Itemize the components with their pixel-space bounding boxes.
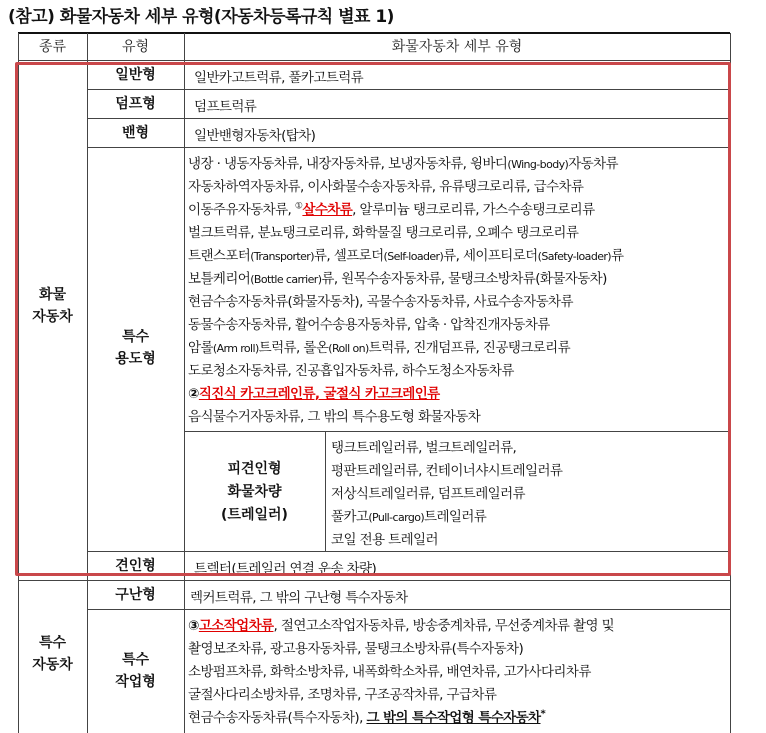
special-line-5: 트랜스포터(Transporter)류, 셀프로더(Self-loader)류, 세이프티로더(Safety-loader)류 (188, 248, 624, 264)
desc-dump: 덤프트럭류 (194, 99, 257, 115)
special-line-10: 도로청소자동차류, 진공흡입자동차류, 하수도청소자동차류 (188, 363, 514, 379)
special-line-4: 벌크트럭류, 분뇨탱크로리류, 화학물질 탱크로리류, 오폐수 탱크로리류 (188, 225, 579, 241)
type-tractor: 견인형 (115, 558, 156, 574)
desc-van: 일반밴형자동차(탑차) (194, 128, 316, 144)
special-line-11: ②직진식 카고크레인류, 굴절식 카고크레인류 (188, 386, 440, 402)
type-trailer: 피견인형 화물차량 (트레일러) (221, 461, 288, 523)
trailer-line-2: 평판트레일러류, 컨테이너샤시트레일러류 (331, 463, 563, 479)
page-title: (참고) 화물자동차 세부 유형(자동차등록규칙 별표 1) (8, 7, 394, 27)
special-line-6: 보틀케리어(Bottle carrier)류, 원목수송자동차류, 물탱크소방차류(화물자동차) (188, 271, 607, 287)
special-line-12: 음식물수거자동차류, 그 밖의 특수용도형 화물자동차 (188, 409, 481, 425)
work-line-4: 굴절사다리소방차류, 조명차류, 구조공작차류, 구급차류 (188, 687, 497, 703)
special-line-9: 암롤(Arm roll)트럭류, 롤온(Roll on)트럭류, 진개덤프류, 진공탱크로리류 (188, 340, 571, 356)
work-line-2: 촬영보조차류, 광고용자동차류, 물탱크소방차류(특수자동차) (188, 641, 524, 657)
type-general: 일반형 (115, 67, 156, 83)
desc-rescue: 렉커트럭류, 그 밖의 구난형 특수자동차 (190, 590, 408, 606)
category-divider (18, 580, 730, 581)
work-line-5: 현금수송자동차류(특수자동차), 그 밖의 특수작업형 특수자동차* (188, 708, 546, 726)
special-line-2: 자동차하역자동차류, 이사화물수송자동차류, 유류탱크로리류, 급수차류 (188, 179, 584, 195)
desc-tractor: 트렉터(트레일러 연결 운송 차량) (194, 561, 377, 577)
type-dump: 덤프형 (115, 96, 156, 112)
category-special-vehicle: 특수 자동차 (32, 635, 73, 673)
trailer-line-5: 코일 전용 트레일러 (331, 532, 438, 548)
header-detail: 화물자동차 세부 유형 (391, 39, 523, 55)
type-special-purpose: 특수 용도형 (115, 329, 156, 367)
row-divider (87, 609, 730, 610)
special-line-3: 이동주유자동차류, ①살수차류, 알루미늄 탱크로리류, 가스수송탱크로리류 (188, 201, 595, 218)
special-line-7: 현금수송자동차류(화물자동차), 곡물수송자동차류, 사료수송자동차류 (188, 294, 573, 310)
trailer-line-1: 탱크트레일러류, 벌크트레일러류, (331, 440, 517, 456)
header-category: 종류 (38, 39, 67, 55)
category-cargo: 화물 자동차 (32, 287, 73, 325)
header-type: 유형 (121, 39, 150, 55)
special-line-1: 냉장 · 냉동자동차류, 내장자동차류, 보냉자동차류, 윙바디(Wing-body)자동차류 (188, 156, 618, 172)
type-rescue: 구난형 (115, 587, 156, 603)
trailer-line-4: 풀카고(Pull-cargo)트레일러류 (331, 509, 487, 525)
desc-general: 일반카고트럭류, 풀카고트럭류 (194, 70, 364, 86)
work-line-1: ③고소작업차류, 절연고소작업자동차류, 방송중계차류, 무선중계차류 촬영 및 (188, 618, 615, 634)
highlight-box (15, 62, 731, 576)
special-line-8: 동물수송자동차류, 활어수송용자동차류, 압축 · 압착진개자동차류 (188, 317, 550, 333)
work-line-3: 소방펌프차류, 화학소방차류, 내폭화학소차류, 배연차류, 고가사다리차류 (188, 664, 591, 680)
trailer-line-3: 저상식트레일러류, 덤프트레일러류 (331, 486, 525, 502)
type-special-work: 특수 작업형 (115, 652, 156, 690)
type-van: 밴형 (121, 125, 150, 141)
